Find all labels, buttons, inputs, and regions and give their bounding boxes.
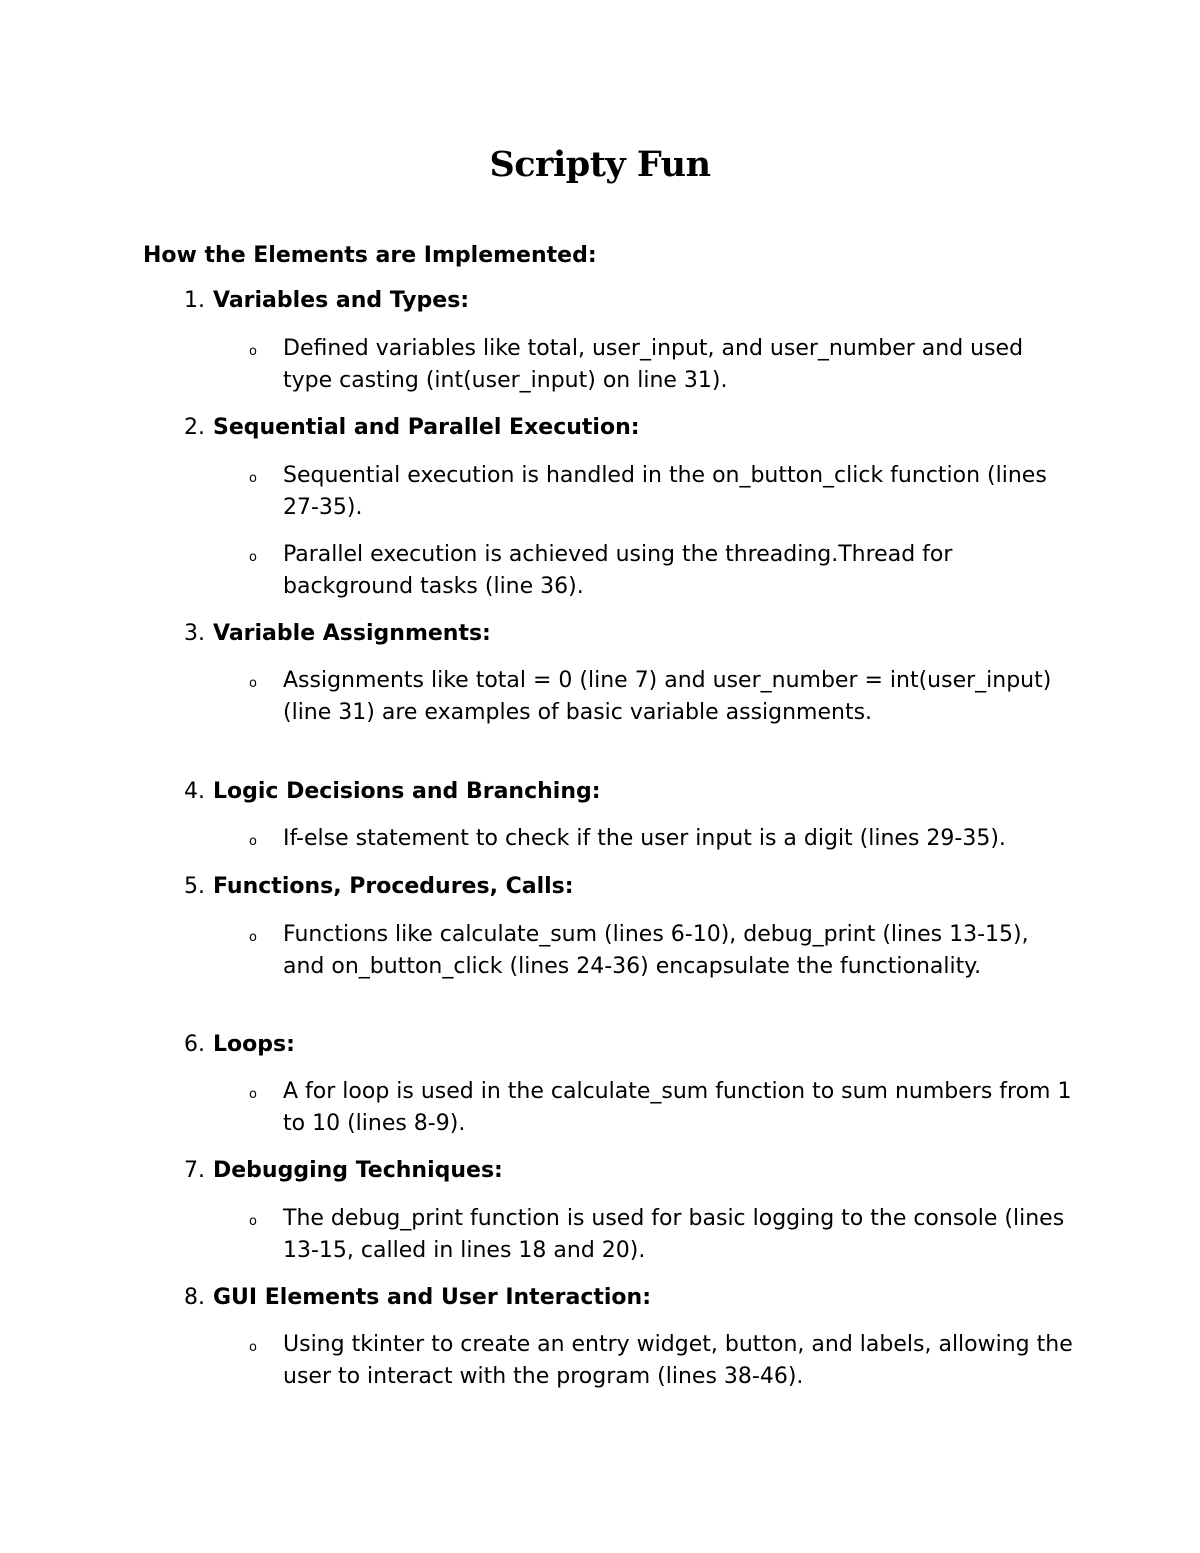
- list-item-number: 8.: [184, 1285, 205, 1310]
- bullet-text: Parallel execution is achieved using the threading.Thread for background tasks (line 36).: [283, 542, 953, 599]
- bullet-text: If-else statement to check if the user input is a digit (lines 29-35).: [283, 826, 1006, 851]
- bullet-text: Using tkinter to create an entry widget, button, and labels, allowing the user to interact with the program (lines 38-46).: [283, 1332, 1073, 1389]
- bullet-marker-icon: o: [249, 1087, 257, 1102]
- section-heading: How the Elements are Implemented:: [143, 243, 597, 268]
- list-item-number: 2.: [184, 415, 205, 440]
- list-item-label: Logic Decisions and Branching:: [213, 779, 601, 804]
- bullet-marker-icon: o: [249, 1214, 257, 1229]
- bullet-text: Defined variables like total, user_input, and user_number and used type casting (int(user_input) on line 31).: [283, 336, 1024, 393]
- bullet-marker-icon: o: [249, 1340, 257, 1355]
- list-item-label: Functions, Procedures, Calls:: [213, 874, 574, 899]
- list-item-label: Loops:: [213, 1032, 295, 1057]
- list-item-label: Sequential and Parallel Execution:: [213, 415, 640, 440]
- list-item-label: GUI Elements and User Interaction:: [213, 1285, 651, 1310]
- bullet-marker-icon: o: [249, 344, 257, 359]
- list-item-label: Debugging Techniques:: [213, 1158, 503, 1183]
- bullet-marker-icon: o: [249, 550, 257, 565]
- list-item-number: 1.: [184, 288, 205, 313]
- list-item-label: Variables and Types:: [213, 288, 470, 313]
- bullet-marker-icon: o: [249, 834, 257, 849]
- list-item-number: 3.: [184, 621, 205, 646]
- list-item-number: 5.: [184, 874, 205, 899]
- list-item-label: Variable Assignments:: [213, 621, 491, 646]
- bullet-text: Sequential execution is handled in the on_button_click function (lines 27-35).: [283, 463, 1047, 520]
- bullet-text: Functions like calculate_sum (lines 6-10), debug_print (lines 13-15), and on_button_click (lines 24-36) encapsulate the functionality.: [283, 922, 1029, 979]
- bullet-marker-icon: o: [249, 676, 257, 691]
- bullet-marker-icon: o: [249, 930, 257, 945]
- list-item-number: 7.: [184, 1158, 205, 1183]
- page-title: Scripty Fun: [489, 144, 711, 185]
- bullet-text: A for loop is used in the calculate_sum function to sum numbers from 1 to 10 (lines 8-9).: [283, 1079, 1072, 1136]
- bullet-text: Assignments like total = 0 (line 7) and user_number = int(user_input) (line 31) are examples of basic variable assignments.: [283, 668, 1052, 725]
- list-item-number: 6.: [184, 1032, 205, 1057]
- bullet-marker-icon: o: [249, 471, 257, 486]
- list-item-number: 4.: [184, 779, 205, 804]
- bullet-text: The debug_print function is used for basic logging to the console (lines 13-15, called in lines 18 and 20).: [283, 1206, 1065, 1263]
